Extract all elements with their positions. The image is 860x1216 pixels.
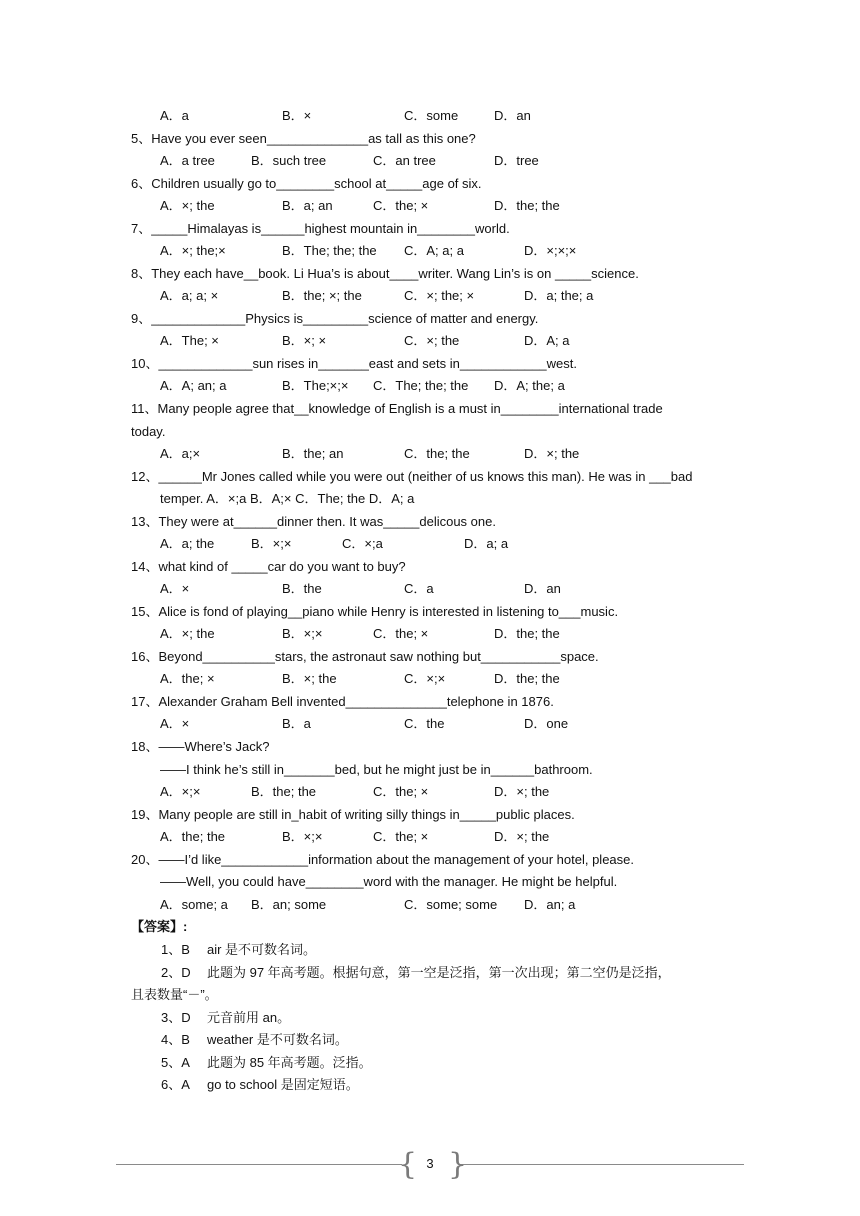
option-b: B．×; the <box>282 671 337 686</box>
option-a: A．a tree <box>160 153 215 168</box>
option-b: B．×;× <box>282 829 323 844</box>
question-stem-continued: ——I think he’s still in_______bed, but he might just be in______bathroom. <box>160 762 593 777</box>
option-d: D．an <box>524 581 561 596</box>
answer-explanation: weather 是不可数名词。 <box>207 1032 348 1047</box>
question-stem: 14、what kind of _____car do you want to buy? <box>131 559 406 574</box>
answer-item <box>161 1032 348 1048</box>
answer-number: 3、D <box>161 1010 191 1025</box>
option-b: B．a <box>282 716 311 731</box>
question-stem: 8、They each have__book. Li Hua’s is about____writer. Wang Lin’s is on _____science. <box>131 266 639 281</box>
question-stem: 9、_____________Physics is_________science of matter and energy. <box>131 311 539 326</box>
question-stem: 6、Children usually go to________school at_____age of six. <box>131 176 482 191</box>
question-stem-continued: temper. A．×;a B．A;× C．The; the D．A; a <box>160 491 415 506</box>
option-a: A．the; × <box>160 671 215 686</box>
option-b: B．the; the <box>251 784 317 799</box>
option-c: C．The; the; the <box>373 378 469 393</box>
question-stem-continued: ——Well, you could have________word with the manager. He might be helpful. <box>160 874 618 889</box>
option-c: C．some; some <box>404 897 498 912</box>
option-d: D．one <box>524 716 569 731</box>
option-d: D．×; the <box>494 829 550 844</box>
option-a: A．×; the;× <box>160 243 226 258</box>
option-b: B．The; the; the <box>282 243 377 258</box>
option-a: A．the; the <box>160 829 226 844</box>
answer-item <box>161 965 671 981</box>
option-d: D．the; the <box>494 198 560 213</box>
option-b: B．the <box>282 581 322 596</box>
option-c: C．×; the; × <box>404 288 475 303</box>
option-d: D．the; the <box>494 671 560 686</box>
option-b: B．×; × <box>282 333 327 348</box>
option-d: D．×; the <box>524 446 580 461</box>
question-stem: 11、Many people agree that__knowledge of English is a must in________international trade <box>131 401 663 416</box>
q4-option-b: B．× <box>282 108 312 123</box>
option-a: A．some; a <box>160 897 228 912</box>
option-c: C．A; a; a <box>404 243 464 258</box>
option-a: A．× <box>160 581 190 596</box>
page-number: 3 <box>426 1156 434 1171</box>
option-b: B．such tree <box>251 153 327 168</box>
answer-explanation: 此题为 97 年高考题。根据句意，第一空是泛指，第一次出现；第二空仍是泛指， <box>207 965 671 980</box>
option-a: A．×;× <box>160 784 201 799</box>
option-b: B．the; ×; the <box>282 288 362 303</box>
option-d: D．an; a <box>524 897 576 912</box>
option-a: A．× <box>160 716 190 731</box>
right-brace-icon: } <box>448 1147 468 1182</box>
option-a: A．A; an; a <box>160 378 227 393</box>
question-stem: 7、_____Himalayas is______highest mountain in________world. <box>131 221 510 236</box>
question-stem: 17、Alexander Graham Bell invented______________telephone in 1876. <box>131 694 554 709</box>
option-a: A．The; × <box>160 333 219 348</box>
answers-header: 【答案】: <box>131 919 188 934</box>
option-c: C．the; × <box>373 626 429 641</box>
option-b: B．an; some <box>251 897 327 912</box>
option-c: C．the; × <box>373 829 429 844</box>
question-stem: 10、_____________sun rises in_______east and sets in____________west. <box>131 356 577 371</box>
option-b: B．×;× <box>251 536 292 551</box>
option-a: A．×; the <box>160 626 215 641</box>
question-stem: 15、Alice is fond of playing__piano while Henry is interested in listening to___music. <box>131 604 619 619</box>
answer-explanation-continued: 且表数量“－”。 <box>131 987 218 1002</box>
question-stem: 20、——I’d like____________information about the management of your hotel, please. <box>131 852 634 867</box>
option-d: D．a; the; a <box>524 288 594 303</box>
answer-number: 2、D <box>161 965 191 980</box>
answer-number: 1、B <box>161 942 190 957</box>
question-stem: 13、They were at______dinner then. It was_____delicous one. <box>131 514 496 529</box>
answer-explanation: go to school 是固定短语。 <box>207 1077 359 1092</box>
option-d: D．the; the <box>494 626 560 641</box>
option-c: C．the; the <box>404 446 470 461</box>
question-stem: 18、——Where’s Jack? <box>131 739 270 754</box>
option-a: A．×; the <box>160 198 215 213</box>
option-c: C．×;a <box>342 536 383 551</box>
answer-number: 5、A <box>161 1055 190 1070</box>
question-stem-continued: today. <box>131 424 166 439</box>
option-c: C．the <box>404 716 445 731</box>
question-stem: 16、Beyond__________stars, the astronaut saw nothing but___________space. <box>131 649 599 664</box>
answer-item <box>161 942 316 958</box>
option-c: C．the; × <box>373 784 429 799</box>
option-a: A．a;× <box>160 446 201 461</box>
question-stem: 5、Have you ever seen______________as tall as this one? <box>131 131 476 146</box>
option-b: B．a; an <box>282 198 333 213</box>
q4-option-c: C．some <box>404 108 459 123</box>
option-c: C．an tree <box>373 153 436 168</box>
option-d: D．tree <box>494 153 539 168</box>
q4-option-d: D．an <box>494 108 531 123</box>
footer-rule-right <box>458 1164 744 1165</box>
answer-item <box>161 1010 290 1026</box>
option-d: D．×; the <box>494 784 550 799</box>
question-stem: 12、______Mr Jones called while you were out (neither of us knows this man). He was in ___bad <box>131 469 693 484</box>
option-a: A．a; a; × <box>160 288 219 303</box>
answer-explanation: 元音前用 an。 <box>207 1010 291 1025</box>
footer-rule-left <box>116 1164 402 1165</box>
left-brace-icon: { <box>398 1147 418 1182</box>
option-b: B．The;×;× <box>282 378 349 393</box>
option-c: C．a <box>404 581 434 596</box>
q4-option-a: A．a <box>160 108 189 123</box>
option-c: C．the; × <box>373 198 429 213</box>
answer-number: 4、B <box>161 1032 190 1047</box>
option-d: D．A; the; a <box>494 378 565 393</box>
option-d: D．A; a <box>524 333 570 348</box>
answer-explanation: air 是不可数名词。 <box>207 942 317 957</box>
answer-number: 6、A <box>161 1077 190 1092</box>
answer-item <box>161 1055 372 1071</box>
answer-item <box>161 1077 359 1093</box>
option-c: C．×;× <box>404 671 446 686</box>
option-d: D．×;×;× <box>524 243 577 258</box>
option-b: B．×;× <box>282 626 323 641</box>
option-a: A．a; the <box>160 536 215 551</box>
option-d: D．a; a <box>464 536 509 551</box>
answer-explanation: 此题为 85 年高考题。泛指。 <box>207 1055 372 1070</box>
option-c: C．×; the <box>404 333 460 348</box>
question-stem: 19、Many people are still in_habit of writing silly things in_____public places. <box>131 807 575 822</box>
option-b: B．the; an <box>282 446 344 461</box>
